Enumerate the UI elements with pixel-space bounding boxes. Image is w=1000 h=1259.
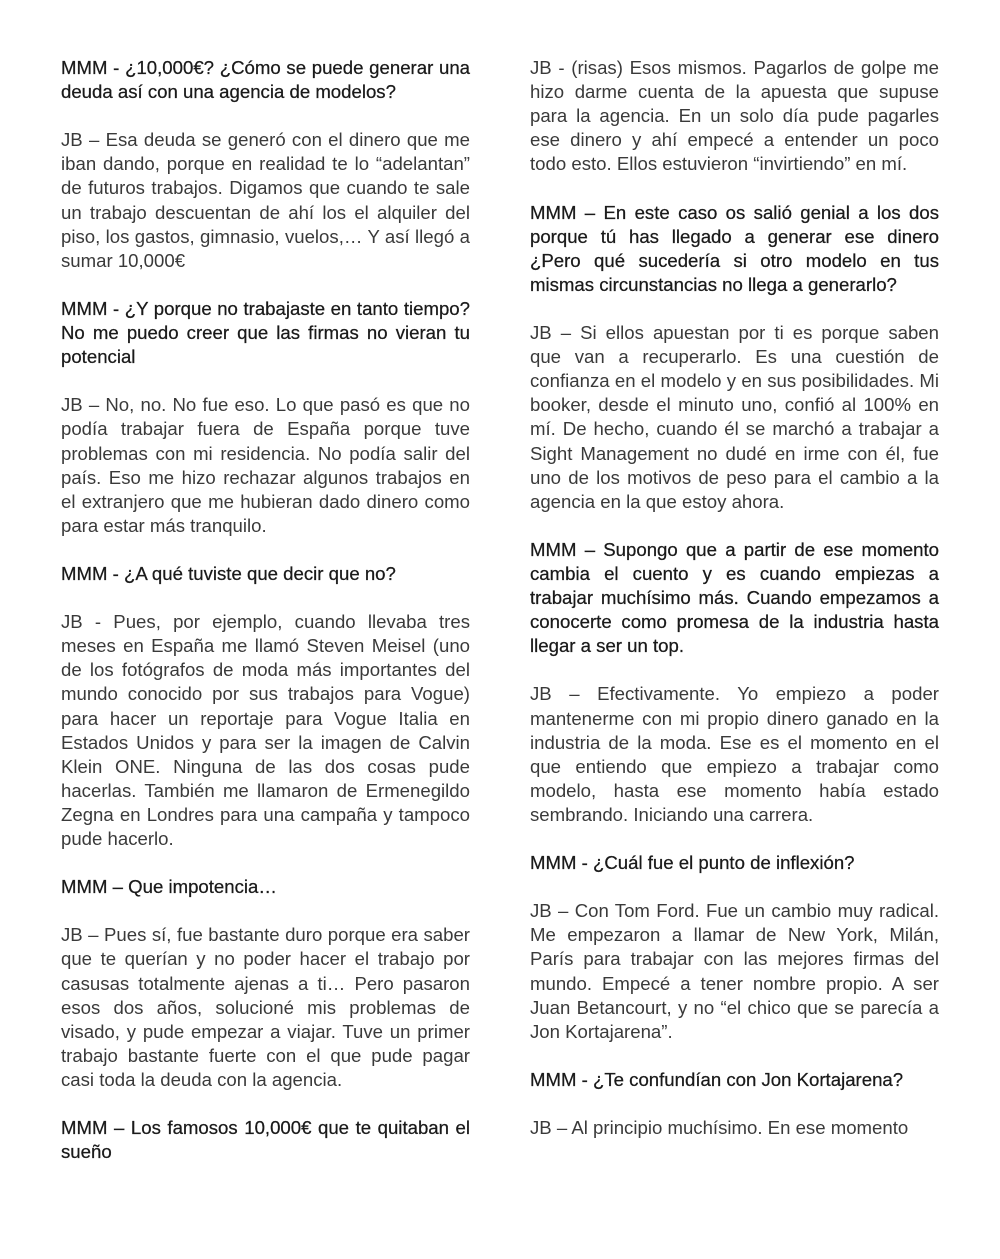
right-column [530, 56, 939, 1140]
question-paragraph: MMM - ¿Te confundían con Jon Kortajarena? [530, 1068, 904, 1090]
answer-paragraph: JB – Pues sí, fue bastante duro porque era saber que te querían y no poder hacer el trabajo por casusas totalmente ajenas a ti… Pero pasaron esos dos años, solucioné mis problemas de visado, y pude empezar a viajar. Tuve un primer trabajo bastante fuerte con el que pude pagar casi toda la deuda con la agencia. [61, 924, 470, 1090]
question-paragraph: MMM - ¿Y porque no trabajaste en tanto tiempo? No me puedo creer que las firmas no vieran tu potencial [61, 297, 470, 368]
answer-paragraph: JB - Pues, por ejemplo, cuando llevaba tres meses en España me llamó Steven Meisel (uno de los fotógrafos de moda más importantes del mundo conocido por sus trabajos para Vogue) para hacer un reportaje para Vogue Italia en Estados Unidos y para ser la imagen de Calvin Klein ONE. Ninguna de las dos cosas pude hacerlas. También me llamaron de Ermenegildo Zegna en Londres para una campaña y tampoco pude hacerlo. [61, 611, 470, 849]
answer-paragraph: JB – Al principio muchísimo. En ese momento [530, 1117, 909, 1139]
answer-paragraph: JB – Si ellos apuestan por ti es porque saben que van a recuperarlo. Es una cuestión de confianza en el modelo y en sus posibilidades. Mi booker, desde el minuto uno, confió al 100% en mí. De hecho, cuando él se marchó a trabajar a Sight Management no dudé en irme con él, fue uno de los motivos de peso para el cambio a la agencia en la que estoy ahora. [530, 322, 939, 512]
answer-paragraph: JB – Con Tom Ford. Fue un cambio muy radical. Me empezaron a llamar de New York, Milán, París para trabajar con las mejores firmas del mundo. Empecé a tener nombre propio. A ser Juan Betancourt, y no “el chico que se parecía a Jon Kortajarena”. [530, 900, 939, 1042]
left-column [61, 56, 470, 1164]
answer-paragraph: JB – No, no. No fue eso. Lo que pasó es que no podía trabajar fuera de España porque tuve problemas con mi residencia. No podía salir del país. Eso me hizo rechazar algunos trabajos en el extranjero que me hubieran dado dinero como para estar más tranquilo. [61, 394, 470, 536]
answer-paragraph: JB – Efectivamente. Yo empiezo a poder mantenerme con mi propio dinero ganado en la industria de la moda. Ese es el momento en el que entiendo que empiezo a trabajar como modelo, hasta ese momento había estado sembrando. Iniciando una carrera. [530, 683, 939, 825]
question-paragraph: MMM - ¿A qué tuviste que decir que no? [61, 562, 396, 584]
answer-paragraph: JB - (risas) Esos mismos. Pagarlos de golpe me hizo darme cuenta de la apuesta que supuse para la agencia. En un solo día pude pagarles ese dinero y ahí empecé a entender un poco todo esto. Ellos estuvieron “invirtiendo” en mí. [530, 57, 939, 175]
question-paragraph: MMM – En este caso os salió genial a los dos porque tú has llegado a generar ese dinero ¿Pero qué sucedería si otro modelo en tus mismas circunstancias no llega a generarlo? [530, 201, 939, 295]
question-paragraph: MMM - ¿Cuál fue el punto de inflexión? [530, 852, 855, 874]
answer-paragraph: JB – Esa deuda se generó con el dinero que me iban dando, porque en realidad te lo “adelantan” de futuros trabajos. Digamos que cuando te sale un trabajo descuentan de ahí los el alquiler del piso, los gastos, gimnasio, vuelos,… Y así llegó a sumar 10,000€ [61, 129, 470, 271]
question-paragraph: MMM - ¿10,000€? ¿Cómo se puede generar una deuda así con una agencia de modelos? [61, 57, 470, 103]
question-paragraph: MMM – Que impotencia… [61, 876, 277, 898]
question-paragraph: MMM – Supongo que a partir de ese momento cambia el cuento y es cuando empiezas a trabajar muchísimo más. Cuando empezamos a conocerte como promesa de la industria hasta llegar a ser un top. [530, 538, 939, 657]
question-paragraph: MMM – Los famosos 10,000€ que te quitaban el sueño [61, 1117, 470, 1163]
